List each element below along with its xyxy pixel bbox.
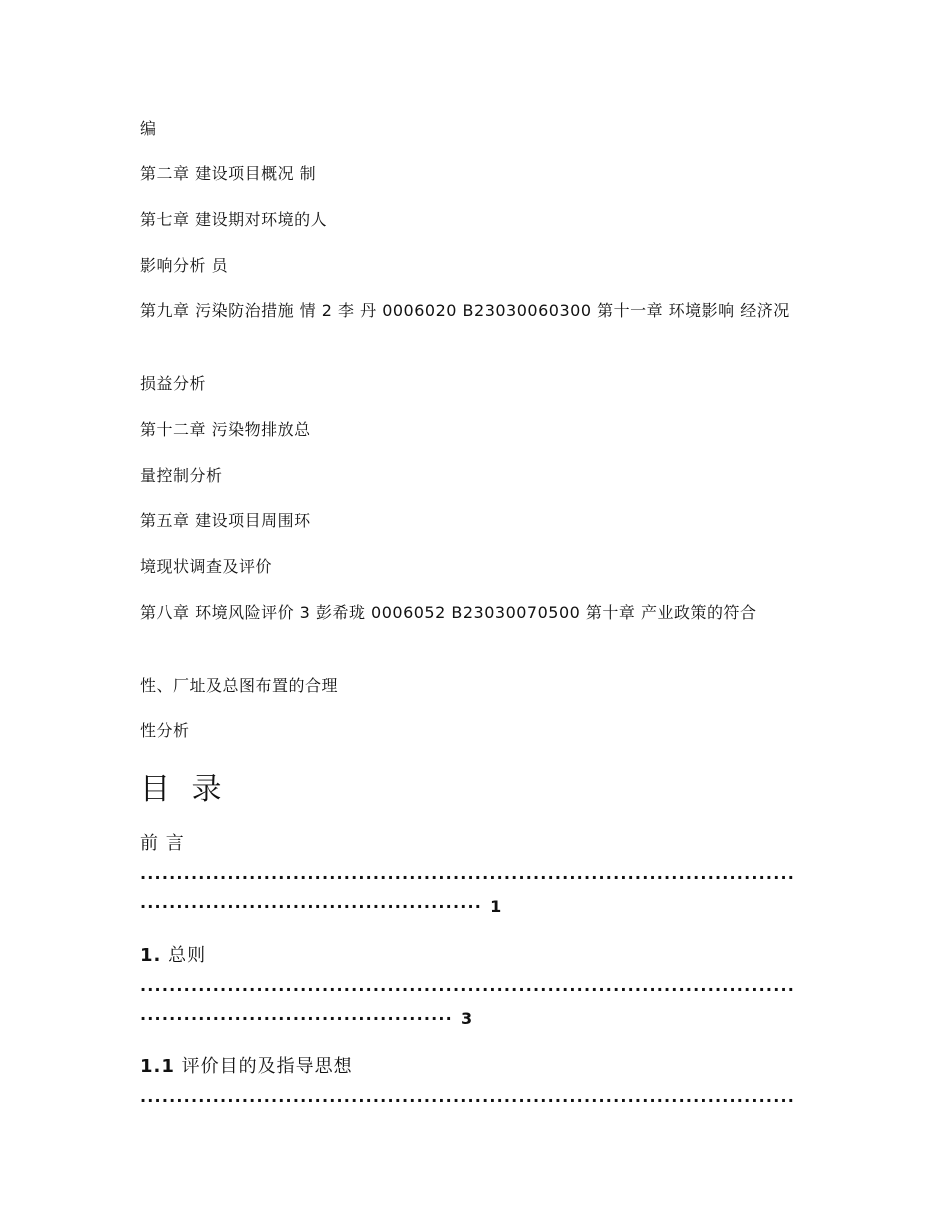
text-line: 编 bbox=[140, 119, 157, 138]
toc-entry-label bbox=[140, 831, 185, 857]
toc-entry-text: 评价目的及指导思想 bbox=[181, 1056, 353, 1077]
toc-page-number: 3 bbox=[460, 1009, 473, 1028]
toc-entry-text: 总则 bbox=[168, 945, 207, 966]
text-line: 损益分析 bbox=[140, 374, 207, 393]
text-line: 性分析 bbox=[140, 721, 190, 740]
toc-leader-end: ··········································· 3 bbox=[140, 1009, 473, 1028]
toc-leader-dots: ·························································································· bbox=[140, 980, 796, 999]
text-line: 第二章 建设项目概况 制 bbox=[140, 164, 317, 183]
text-line: 境现状调查及评价 bbox=[140, 557, 273, 576]
text-line: 第五章 建设项目周围环 bbox=[140, 511, 311, 530]
toc-entry-number: 1. bbox=[140, 945, 162, 966]
toc-leader-end: ··············································· 1 bbox=[140, 897, 502, 916]
text-line: 第九章 污染防治措施 情 2 李 丹 0006020 B23030060300 第十一章 环境影响 经济况 bbox=[140, 301, 790, 320]
toc-page-number: 1 bbox=[490, 897, 502, 916]
toc-leader-dots: ·························································································· bbox=[140, 1091, 796, 1110]
text-line: 第八章 环境风险评价 3 彭希珑 0006052 B23030070500 第十章 产业政策的符合 bbox=[140, 603, 757, 622]
text-line: 第七章 建设期对环境的人 bbox=[140, 210, 328, 229]
toc-leader-dots: ·························································································· bbox=[140, 868, 796, 887]
toc-title: 目 录 bbox=[140, 772, 228, 807]
toc-entry-label bbox=[140, 943, 206, 969]
toc-entry-text: 前 言 bbox=[140, 833, 185, 854]
text-line: 量控制分析 bbox=[140, 466, 223, 485]
text-line: 性、厂址及总图布置的合理 bbox=[140, 676, 339, 695]
text-line: 影响分析 员 bbox=[140, 256, 229, 275]
text-line: 第十二章 污染物排放总 bbox=[140, 420, 311, 439]
toc-entry-label bbox=[140, 1054, 353, 1080]
toc-entry-number: 1.1 bbox=[140, 1056, 175, 1077]
